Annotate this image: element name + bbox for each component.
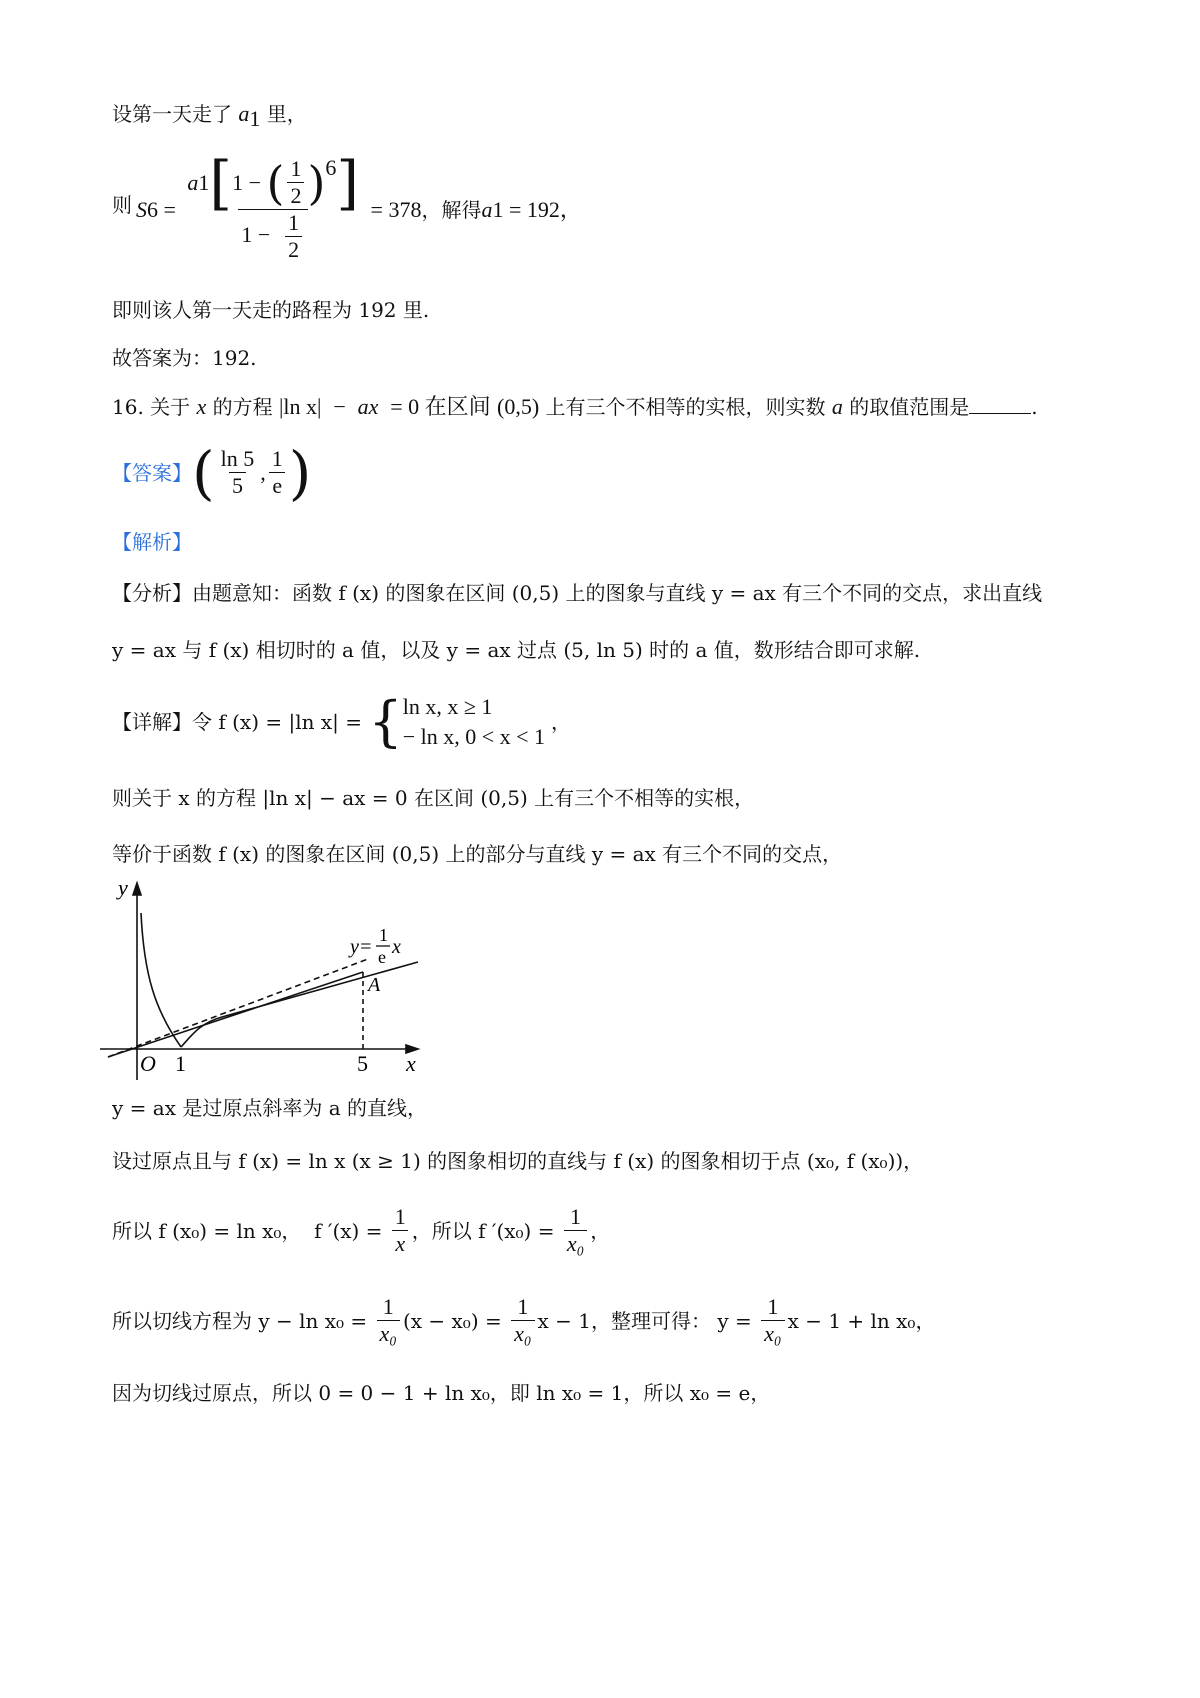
- math-text: ln x: [283, 394, 318, 419]
- fraction: [377, 1296, 400, 1345]
- math-operator: −: [327, 394, 352, 419]
- text: .: [1031, 395, 1038, 419]
- text: 设第一天走了: [112, 102, 232, 126]
- math-symbol: a: [481, 196, 493, 222]
- numerator: 1: [290, 156, 302, 181]
- answer-label: 【答案】: [112, 460, 192, 485]
- text: 【分析】由题意知：函数 f (x) 的图象在区间 (0,5) 上的图象与直线 y = ax 有三个不同的交点，求出直线: [112, 581, 1043, 605]
- x-label: x: [406, 1051, 416, 1076]
- text: y = ax 是过原点斜率为 a 的直线，: [112, 1096, 427, 1120]
- separator: ,: [260, 459, 266, 485]
- text: ，所以 f ′(x₀) =: [411, 1218, 561, 1243]
- numerator: 1: [767, 1294, 779, 1319]
- text: 的取值范围是: [849, 395, 970, 419]
- line-through-A: [108, 972, 363, 1057]
- text: ，: [590, 1218, 611, 1243]
- numerator: 1: [394, 1204, 406, 1229]
- math-result: = 192，: [503, 196, 582, 222]
- detail-line-5: [112, 1206, 610, 1255]
- math-symbol: a: [238, 101, 250, 126]
- tangent-line-dashed: [108, 959, 368, 1057]
- tick-5: 5: [357, 1051, 368, 1076]
- text-line-day1: [112, 99, 307, 134]
- detail-line-4: [112, 1146, 923, 1176]
- text-line-distance: [112, 295, 429, 325]
- case-1: ln x, x ≥ 1: [402, 694, 493, 719]
- sum-fraction: a 1 [ 1 − ( $\frac{1}{2}$ ) 6 ] 1 − $\frac{1}{2}$: [187, 148, 360, 262]
- math-text: = 0 在区间: [384, 394, 491, 419]
- text: 等价于函数 f (x) 的图象在区间 (0,5) 上的部分与直线 y = ax 有三个不同的交点，: [112, 842, 843, 866]
- denominator: 5: [229, 472, 246, 497]
- text: y = ax 与 f (x) 相切时的 a 值，以及 y = ax 过点 (5, ln 5) 时的 a 值，数形结合即可求解.: [112, 638, 921, 662]
- numerator: ln 5: [220, 446, 255, 471]
- analysis-label: 【解析】: [112, 530, 192, 554]
- text: 所以 f (x₀) = ln x₀， f ′(x) =: [112, 1218, 389, 1243]
- detail-line-7: [112, 1378, 770, 1408]
- fraction: [761, 1296, 784, 1345]
- math-symbol: x: [196, 394, 207, 419]
- line-label-x: x: [392, 936, 401, 958]
- subscript: 1: [492, 196, 504, 222]
- math-symbol: a: [187, 169, 199, 195]
- y-label: y: [118, 875, 128, 900]
- text-line-answer-192: [112, 343, 257, 373]
- denominator: x₀: [761, 1320, 784, 1345]
- subscript: 1: [249, 106, 261, 131]
- analysis-heading: [112, 527, 192, 557]
- text: 所以切线方程为 y − ln x₀ =: [112, 1308, 374, 1333]
- text: (x − x₀) =: [402, 1308, 509, 1333]
- text: 的方程: [212, 395, 273, 419]
- den-fraction: [285, 212, 302, 261]
- question-16: 16. 关于 x 的方程 |ln x| − ax = 0 在区间 (0,5) 上有三个不相等的实根，则实数 a 的取值范围是 .: [112, 394, 1038, 419]
- fraction: [392, 1206, 409, 1255]
- line-label-numerator: 1: [379, 925, 388, 945]
- denominator: e: [269, 472, 285, 497]
- math-symbol: a: [831, 394, 843, 419]
- answer-line: 【答案】 ( $\frac{\ln 5}{5}$ , $\frac{1}{e}$ ): [112, 438, 312, 507]
- numerator: 1: [570, 1204, 582, 1229]
- text: 则: [112, 192, 132, 217]
- math-symbol: S: [136, 196, 147, 222]
- y-axis-arrow: [133, 883, 141, 895]
- math-text: 1 −: [232, 169, 267, 195]
- numerator: 1: [517, 1294, 529, 1319]
- detail-line-6: [112, 1296, 935, 1345]
- detail-line-3: [112, 1093, 427, 1123]
- fraction: [511, 1296, 534, 1345]
- point-A-label: A: [368, 974, 381, 996]
- numerator: 1: [271, 446, 283, 471]
- piecewise-cases: [403, 692, 545, 752]
- half-fraction: [287, 158, 304, 207]
- function-graph: [100, 875, 430, 1095]
- denominator: 2: [285, 236, 302, 261]
- math-operator: =: [158, 196, 182, 222]
- subscript: 1: [198, 169, 210, 195]
- denominator: x: [392, 1230, 408, 1255]
- math-result: = 378: [365, 196, 422, 222]
- line-label-y: y=: [350, 936, 373, 958]
- text: 因为切线过原点，所以 0 = 0 − 1 + ln x₀，即 ln x₀ = 1，所以 x₀ = e，: [112, 1381, 771, 1405]
- detail-line-1: [112, 783, 754, 813]
- numerator: 1: [382, 1294, 394, 1319]
- text: x − 1，整理可得： y =: [537, 1308, 759, 1333]
- sum-formula-line: [112, 148, 582, 262]
- denominator: x₀: [511, 1320, 534, 1345]
- text: 【详解】令 f (x) = |ln x| =: [112, 710, 369, 734]
- answer-fraction-2: [269, 448, 286, 497]
- math-text: 1 −: [241, 222, 276, 247]
- denominator: x₀: [377, 1320, 400, 1345]
- text: ，解得: [421, 197, 482, 222]
- curve-ln: [181, 962, 418, 1047]
- fraction: [564, 1206, 587, 1255]
- piecewise-line: 【详解】令 f (x) = |ln x| = { ln x, x ≥ 1 − ln x, 0 < x < 1 ，: [112, 690, 572, 753]
- answer-blank: [969, 395, 1031, 414]
- text: 则关于 x 的方程 |ln x| − ax = 0 在区间 (0,5) 上有三个不相等的实根，: [112, 786, 755, 810]
- text: 设过原点且与 f (x) = ln x (x ≥ 1) 的图象相切的直线与 f (x) 的图象相切于点 (x₀, f (x₀))，: [112, 1149, 924, 1173]
- answer-fraction-1: [218, 448, 258, 497]
- numerator: 1: [288, 210, 300, 235]
- denominator: 2: [287, 182, 304, 207]
- exponent: 6: [325, 154, 337, 180]
- text: 故答案为：192.: [112, 346, 257, 370]
- subscript: 6: [147, 196, 158, 222]
- text: 即则该人第一天走的路程为 192 里.: [112, 298, 430, 322]
- curve-neg-ln: [141, 913, 181, 1047]
- line-label-denominator: e: [378, 947, 386, 967]
- text: ，: [551, 710, 572, 734]
- detail-line-2: [112, 839, 842, 869]
- fenxi-line-2: [112, 635, 920, 665]
- origin-label: O: [140, 1051, 156, 1076]
- text: 里，: [266, 102, 307, 126]
- case-2: − ln x, 0 < x < 1: [402, 724, 546, 749]
- text: x − 1 + ln x₀，: [787, 1308, 936, 1333]
- math-interval: (0,5): [497, 394, 540, 419]
- math-symbol: ax: [357, 394, 379, 419]
- text: 上有三个不相等的实根，则实数: [545, 395, 826, 419]
- fenxi-line-1: [112, 578, 1042, 608]
- denominator: x₀: [564, 1230, 587, 1255]
- tick-1: 1: [175, 1051, 186, 1076]
- question-number: 16. 关于: [112, 395, 191, 419]
